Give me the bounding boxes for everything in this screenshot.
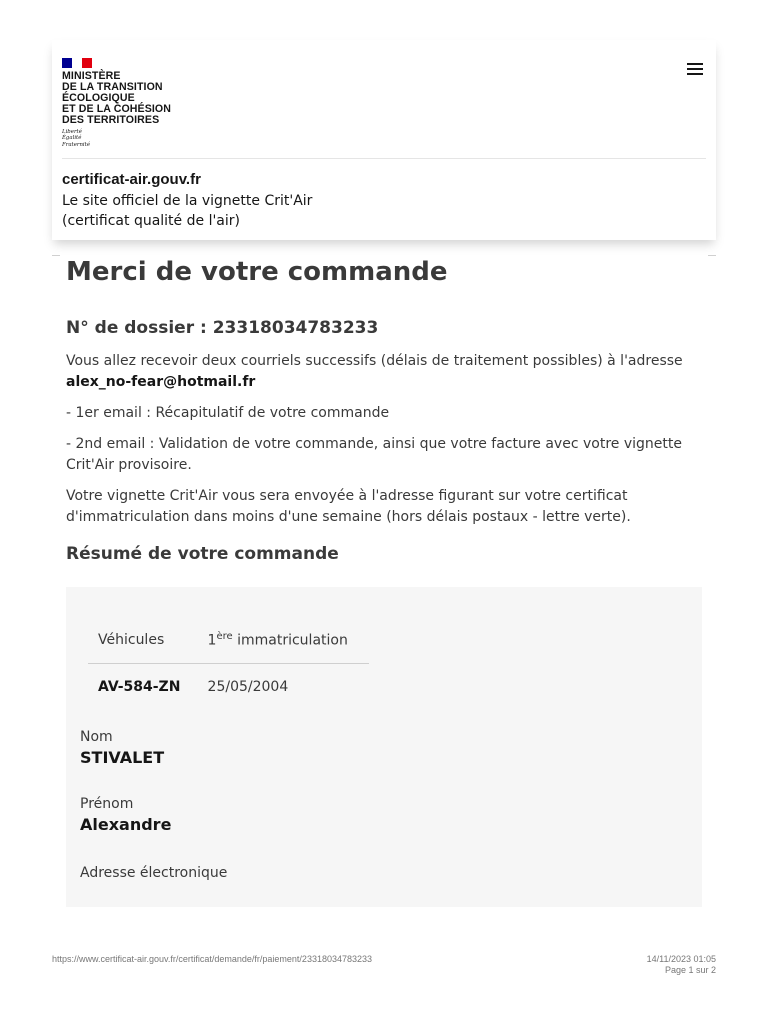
email-notice	[66, 351, 702, 393]
order-summary-panel	[66, 587, 702, 907]
ministry-logo[interactable]	[62, 58, 202, 148]
ministry-line: DES TERRITOIRES	[62, 114, 160, 126]
tagline-line: Le site officiel de la vignette Crit'Air	[62, 193, 313, 209]
page-title: Merci de votre commande	[66, 257, 448, 287]
print-footer-page: Page 1 sur 2	[664, 965, 716, 975]
column-header-vehicles: Véhicules	[88, 617, 198, 664]
site-identity[interactable]	[62, 170, 312, 231]
table-header-row	[88, 617, 369, 664]
email-field	[80, 863, 227, 883]
motto-line: Liberté	[62, 129, 82, 135]
divider-tick	[708, 255, 716, 256]
first-email-info: - 1er email : Récapitulatif de votre commande	[66, 405, 390, 421]
last-name-label: Nom	[80, 729, 113, 745]
french-flag-icon	[62, 58, 92, 68]
email-label: Adresse électronique	[80, 865, 228, 881]
header-divider	[62, 158, 706, 159]
print-footer-datetime: 14/11/2023 01:05	[646, 954, 716, 964]
recipient-email: alex_no-fear@hotmail.fr	[66, 374, 256, 390]
registration-date: 25/05/2004	[207, 679, 289, 695]
summary-title: Résumé de votre commande	[66, 544, 339, 564]
confirmation-content	[66, 254, 702, 566]
shipping-info: Votre vignette Crit'Air vous sera envoyée à l'adresse figurant sur votre certificat d'immatriculation dans moins d'une semaine (hors délais postaux - lettre verte).	[66, 488, 631, 525]
divider-tick	[52, 255, 60, 256]
hamburger-menu-icon[interactable]	[686, 60, 704, 76]
ministry-line: ET DE LA COHÉSION	[62, 103, 172, 115]
license-plate: AV-584-ZN	[98, 679, 181, 695]
ministry-line: DE LA TRANSITION	[62, 81, 163, 93]
last-name-value: STIVALET	[80, 748, 165, 767]
ministry-line: MINISTÈRE	[62, 70, 121, 82]
first-name-field	[80, 794, 171, 836]
site-name: certificat-air.gouv.fr	[62, 171, 201, 188]
tagline-line: (certificat qualité de l'air)	[62, 213, 240, 229]
republic-motto	[62, 129, 202, 148]
ministry-name	[62, 71, 202, 126]
vehicles-table	[88, 617, 369, 710]
motto-line: Fraternité	[62, 141, 91, 148]
site-tagline	[62, 191, 312, 231]
table-row	[88, 664, 369, 711]
site-header	[52, 40, 716, 240]
last-name-field	[80, 727, 164, 769]
column-header-first-registration: 1ère immatriculation	[198, 617, 369, 664]
ministry-line: ÉCOLOGIQUE	[62, 92, 135, 104]
dossier-number: N° de dossier : 23318034783233	[66, 318, 379, 338]
first-name-value: Alexandre	[80, 815, 172, 834]
email-notice-text: Vous allez recevoir deux courriels successifs (délais de traitement possibles) à l'adresse	[66, 353, 683, 369]
motto-line: Égalité	[62, 135, 82, 142]
first-name-label: Prénom	[80, 796, 134, 812]
print-footer-url: https://www.certificat-air.gouv.fr/certificat/demande/fr/paiement/23318034783233	[52, 954, 373, 964]
second-email-info: - 2nd email : Validation de votre commande, ainsi que votre facture avec votre vignette Crit'Air provisoire.	[66, 436, 682, 473]
